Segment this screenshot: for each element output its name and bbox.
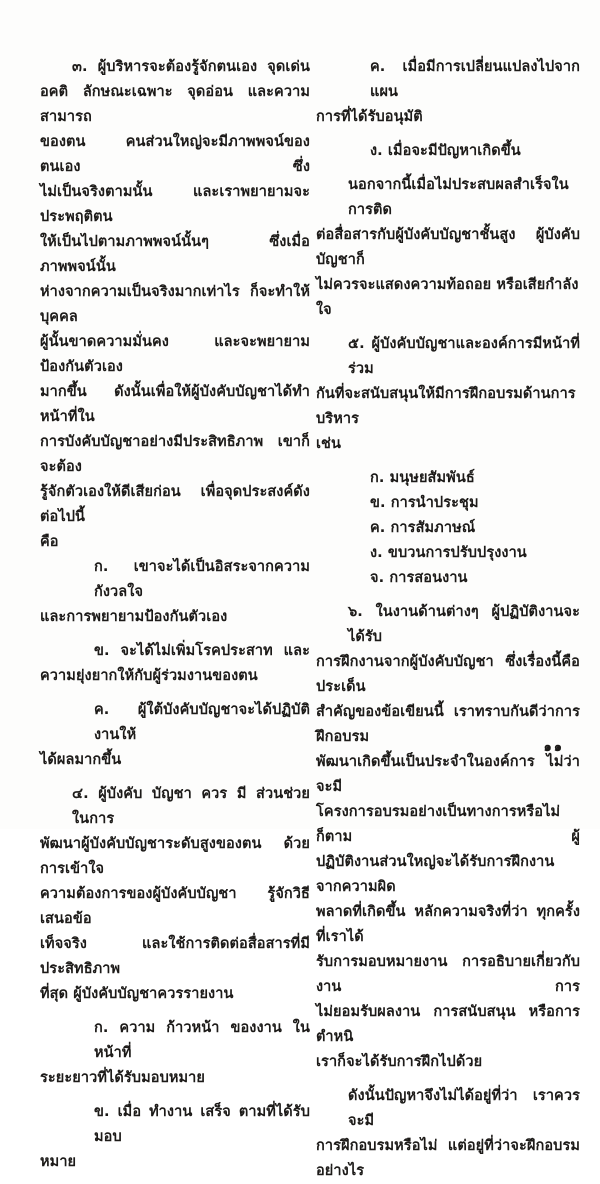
text-line: ข. จะได้ไม่เพิ่มโรคประสาท และ — [94, 643, 310, 659]
text-line: มากขึ้น ดังนั้นเพื่อให้ผู้บังคับบัญชาได้ทำหน้าที่ใน — [40, 384, 310, 425]
text-line: ไม่ยอมรับผลงาน การสนับสนุน หรือการตำหนิ — [316, 1004, 580, 1045]
text-line: พัฒนาผู้บังคับบัญชาระดับสูงของตน ด้วยการเข้าใจ — [40, 836, 310, 877]
text-line: เราก็จะได้รับการฝึกไปด้วย — [316, 1054, 483, 1070]
text-line: การบังคับบัญชาอย่างมีประสิทธิภาพ เขาก็จะต้อง — [40, 434, 310, 475]
text-line: ข. การนำประชุม — [370, 495, 479, 511]
text-line: ๕. ผู้บังคับบัญชาและองค์การมีหน้าที่ร่วม — [348, 336, 580, 377]
text-line: การฝึกงานจากผู้บังคับบัญชา ซึ่งเรื่องนี้คือประเด็น — [316, 654, 580, 695]
text-line: ค. ผู้ใต้บังคับบัญชาจะได้ปฏิบัติงานให้ — [94, 702, 310, 743]
text-line: ๖. ในงานด้านต่างๆ ผู้ปฏิบัติงานจะได้รับ — [348, 604, 580, 645]
text-line: และการพยายามป้องกันตัวเอง — [40, 609, 228, 625]
text-line: เท็จจริง และใช้การติดต่อสื่อสารที่มีประสิทธิภาพ — [40, 936, 310, 977]
text-line: ปฏิบัติงานส่วนใหญ่จะได้รับการฝึกงานจากความผิด — [316, 854, 555, 895]
text-line: ๓. ผู้บริหารจะต้องรู้จักตนเอง จุดเด่น — [72, 59, 310, 75]
text-line: คือ — [40, 534, 59, 550]
text-line: ไม่ควรจะแสดงความท้อถอย หรือเสียกำลังใจ — [316, 277, 579, 318]
text-line: หมาย — [40, 1154, 77, 1170]
text-line: รู้จักตัวเองให้ดีเสียก่อน เพื่อจุดประสงค์ดังต่อไปนี้ — [40, 484, 310, 525]
text-line: ข. เมื่อ ทำงาน เสร็จ ตามที่ได้รับมอบ — [94, 1104, 310, 1145]
text-line: ที่สุด ผู้บังคับบัญชาควรรายงาน — [40, 986, 234, 1002]
text-line: ระยะยาวที่ได้รับมอบหมาย — [40, 1070, 206, 1086]
text-line: ก. มนุษยสัมพันธ์ — [370, 470, 475, 486]
text-line: ให้เป็นไปตามภาพพจน์นั้นๆ ซึ่งเมื่อภาพพจน์นั้น — [40, 234, 310, 275]
text-line: รับการมอบหมายงาน การอธิบายเกี่ยวกับงาน การ — [316, 954, 580, 995]
text-line: ความยุ่งยากให้กับผู้ร่วมงานของตน — [40, 668, 258, 684]
text-column-right — [316, 55, 580, 1184]
text-line: ความต้องการของผู้บังคับบัญชา รู้จักวิธีเสนอข้อ — [40, 886, 310, 927]
text-line: จ. การสอนงาน — [370, 570, 468, 586]
text-line: นอกจากนี้เมื่อไม่ประสบผลสำเร็จในการติด — [348, 177, 569, 218]
text-line: พลาดที่เกิดขึ้น หลักความจริงที่ว่า ทุกครั้งที่เราได้ — [316, 904, 580, 945]
text-line: การฝึกอบรมหรือไม่ แต่อยู่ที่ว่าจะฝึกอบรมอย่างไร — [316, 1138, 580, 1179]
text-line: โครงการอบรมอย่างเป็นทางการหรือไม่ก็ตาม ผู้ — [316, 804, 580, 845]
text-line: อคติ ลักษณะเฉพาะ จุดอ่อน และความสามารถ — [40, 84, 310, 125]
text-line: เช่น — [316, 436, 342, 452]
text-line: ต่อสื่อสารกับผู้บังคับบัญชาชั้นสูง ผู้บังคับบัญชาก็ — [316, 227, 580, 268]
text-line: พัฒนาเกิดขึ้นเป็นประจำในองค์การ ไม่ว่าจะมี — [316, 754, 580, 795]
text-line: สำคัญของข้อเขียนนี้ เราทราบกันดีว่าการฝึกอบรม — [316, 704, 580, 745]
text-line: ไม่เป็นจริงตามนั้น และเราพยายามจะประพฤติตน — [40, 184, 310, 225]
text-line: ค. เมื่อมีการเปลี่ยนแปลงไปจากแผน — [370, 59, 580, 100]
text-line: ๔. ผู้บังคับ บัญชา ควร มี ส่วนช่วย ในการ — [72, 786, 310, 827]
text-line: ง. ขบวนการปรับปรุงงาน — [370, 545, 527, 561]
text-line: ง. เมื่อจะมีปัญหาเกิดขึ้น — [370, 143, 521, 159]
text-line: ดังนั้นปัญหาจึงไม่ได้อยู่ที่ว่า เราควรจะมี — [348, 1088, 580, 1129]
text-line: ผู้นั้นขาดความมั่นคง และจะพยายามป้องกันตัวเอง — [40, 334, 310, 375]
text-line: ก. ความ ก้าวหน้า ของงาน ใน หน้าที่ — [94, 1020, 310, 1061]
text-line: ก. เขาจะได้เป็นอิสระจากความกังวลใจ — [94, 559, 310, 600]
text-columns — [40, 55, 580, 1184]
text-line: การที่ได้รับอนุมัติ — [316, 109, 423, 125]
text-line: ได้ผลมากขึ้น — [40, 752, 122, 768]
page-number: ๑๑ — [543, 740, 564, 755]
text-line: ของตน คนส่วนใหญ่จะมีภาพพจน์ของตนเอง ซึ่ง — [40, 134, 310, 175]
text-line: ห่างจากความเป็นจริงมากเท่าไร ก็จะทำให้บุคคล — [40, 284, 310, 325]
text-line: กันที่จะสนับสนุนให้มีการฝึกอบรมด้านการบริหาร — [316, 386, 576, 427]
text-column-left — [40, 55, 310, 1184]
text-line: ค. การสัมภาษณ์ — [370, 520, 476, 536]
